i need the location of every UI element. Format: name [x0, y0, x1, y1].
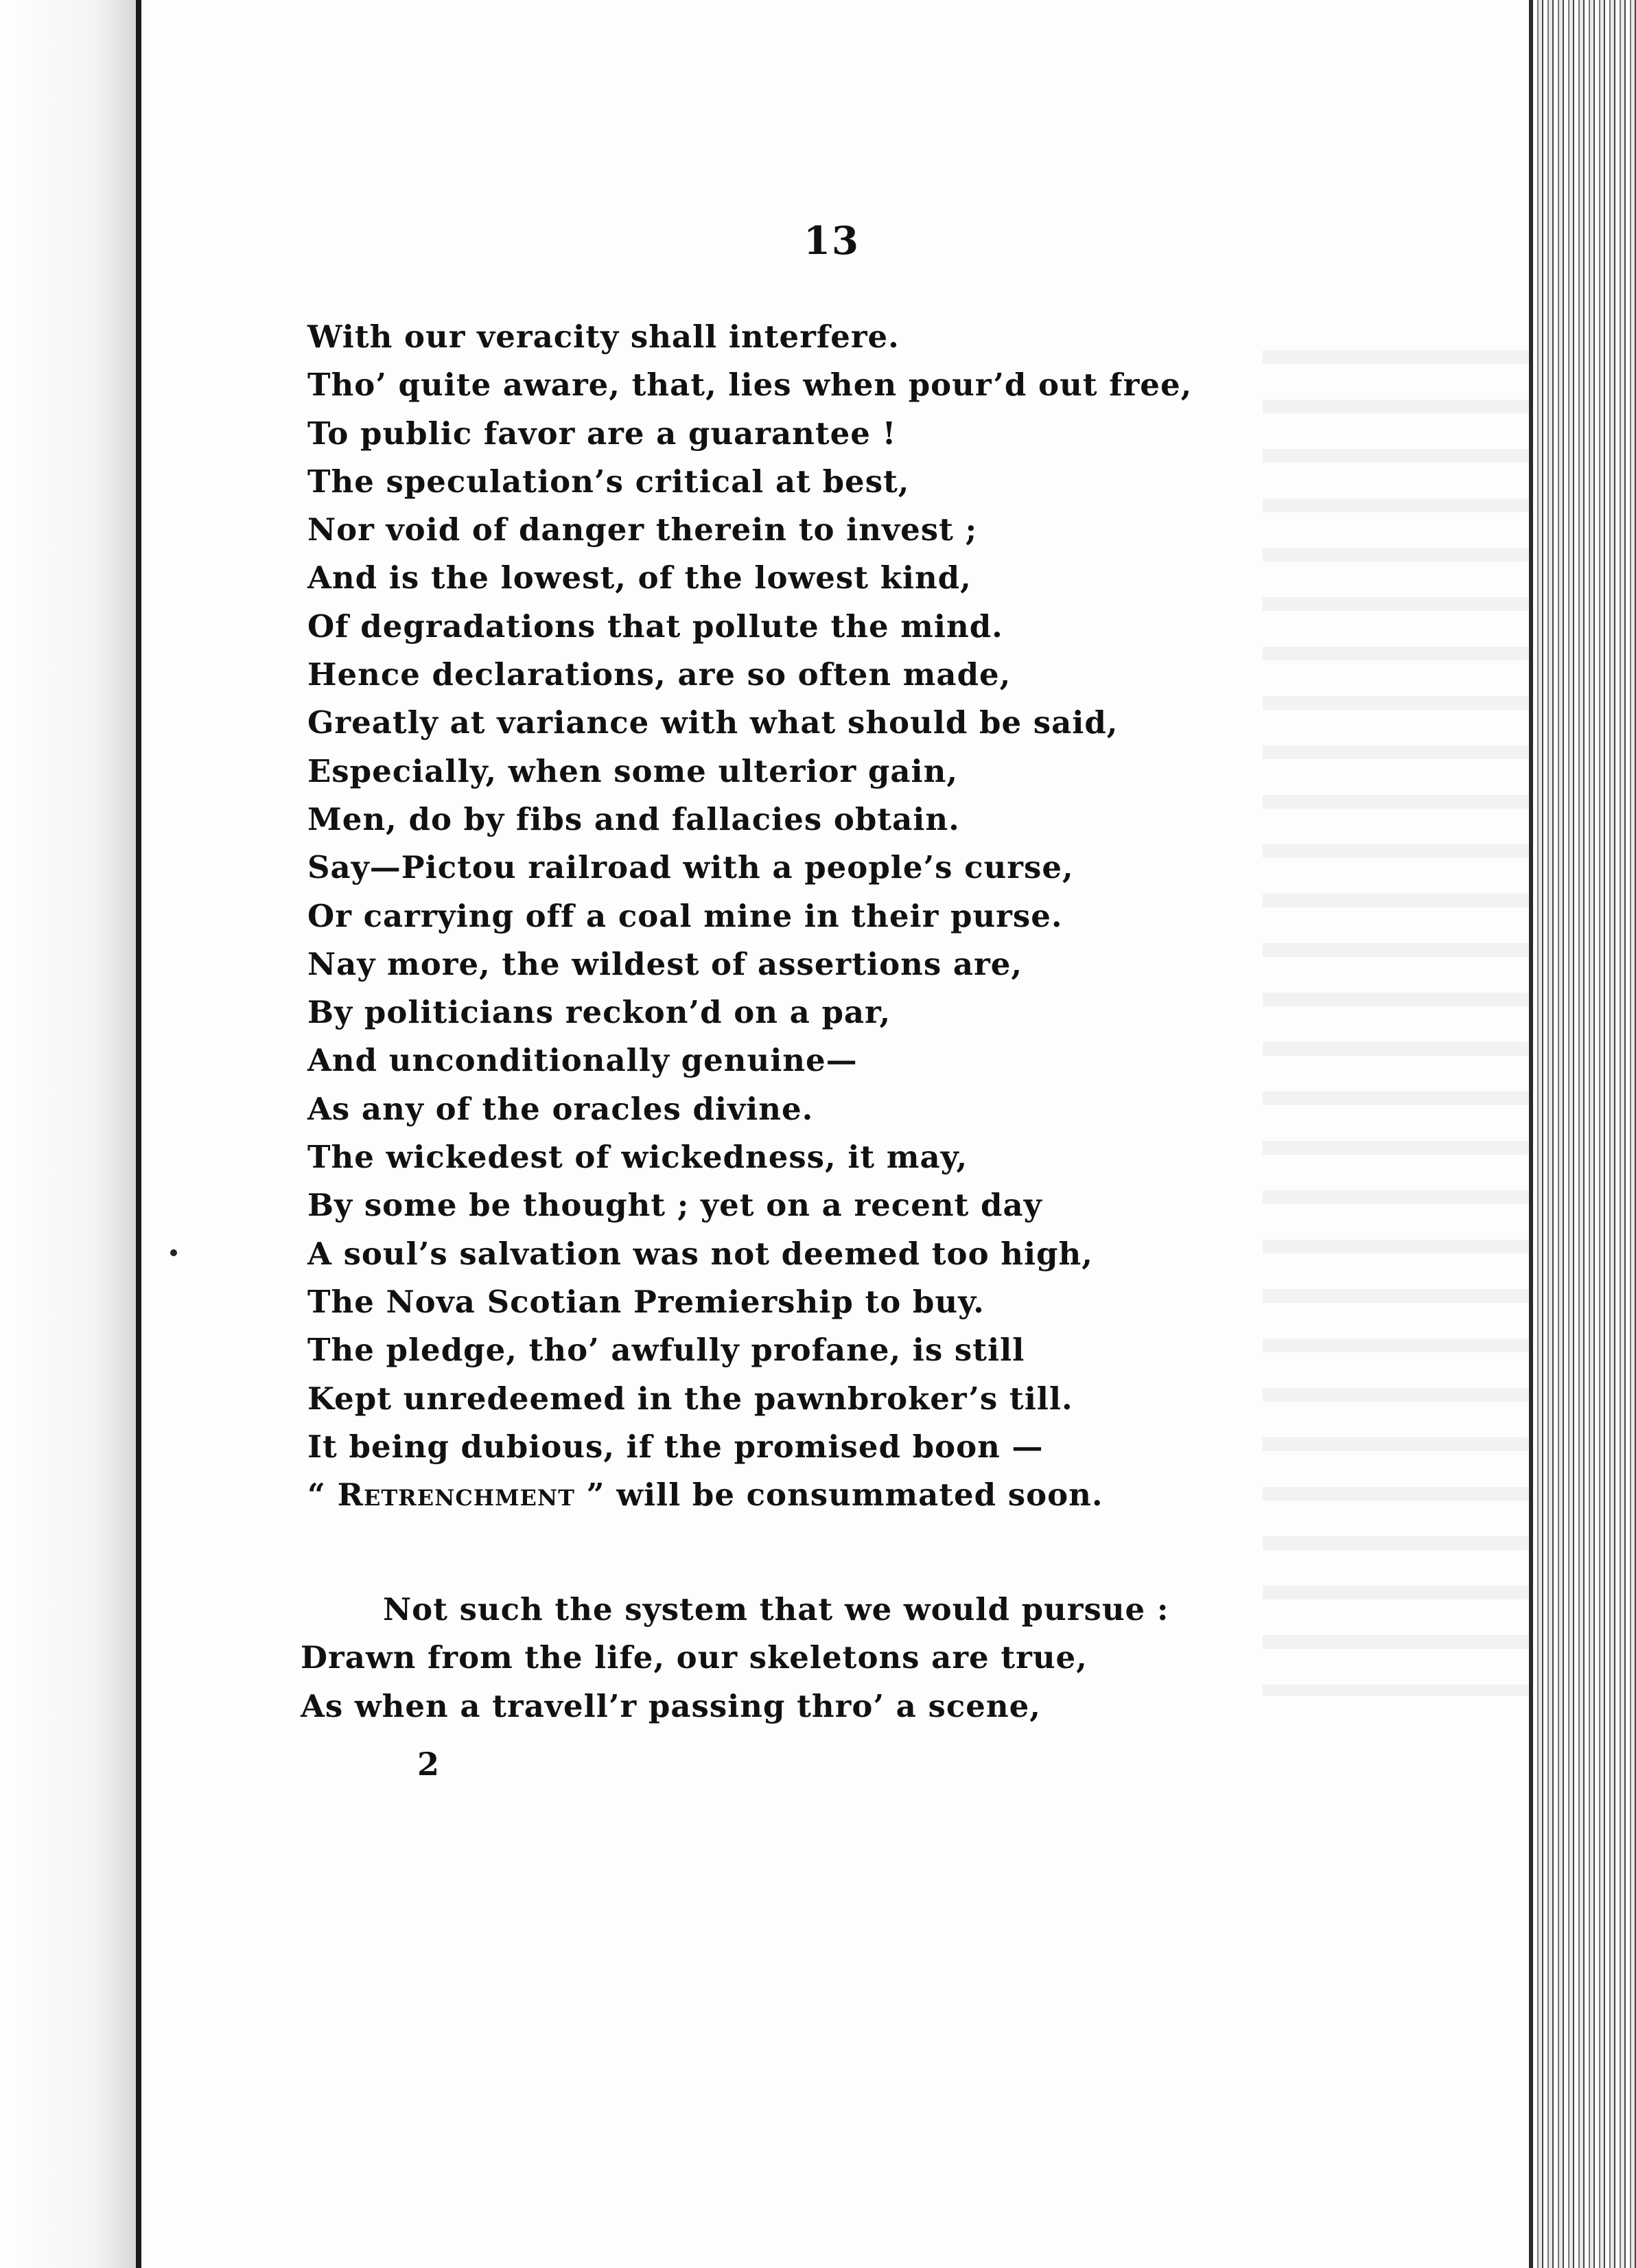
verse-stanza-2 — [301, 1586, 1261, 1731]
page-number: 13 — [804, 218, 860, 264]
verse-line: Nay more, the wildest of assertions are, — [307, 945, 1022, 982]
ink-speck — [170, 1249, 177, 1256]
retrenchment-word: Retrenchment — [337, 1477, 575, 1514]
verse-line: Nor void of danger therein to invest ; — [307, 511, 978, 548]
verse-line: As any of the oracles divine. — [307, 1090, 814, 1127]
binding-edge — [136, 0, 141, 2268]
verse-line: By some be thought ; yet on a recent day — [307, 1187, 1042, 1224]
verse-line: By politicians reckon’d on a par, — [307, 994, 891, 1031]
verse-line: Drawn from the life, our skeletons are true, — [301, 1639, 1088, 1676]
verse-line: Especially, when some ulterior gain, — [307, 752, 958, 789]
verse-line: A soul’s salvation was not deemed too high, — [307, 1235, 1093, 1272]
verse-line: Greatly at variance with what should be said, — [307, 704, 1119, 741]
verse-line: Hence declarations, are so often made, — [307, 656, 1012, 693]
line-rest: ” will be consummated soon. — [586, 1477, 1103, 1514]
binding-shadow — [0, 0, 136, 2268]
open-quote: “ — [307, 1477, 326, 1514]
verse-line: And unconditionally genuine— — [307, 1042, 858, 1079]
verse-line-retrenchment — [307, 1471, 1268, 1519]
verse-line: The speculation’s critical at best, — [307, 463, 910, 500]
verse-line: With our veracity shall interfere. — [307, 319, 900, 355]
verse-line: Tho’ quite aware, that, lies when pour’d out free, — [307, 367, 1193, 404]
verse-line: Men, do by fibs and fallacies obtain. — [307, 800, 960, 837]
verse-line: Or carrying off a coal mine in their purse. — [307, 897, 1063, 934]
verse-line: It being dubious, if the promised boon — — [307, 1428, 1044, 1465]
verse-line: Of degradations that pollute the mind. — [307, 608, 1003, 645]
verse-line: Say—Pictou railroad with a people’s curse, — [307, 849, 1074, 886]
verse-line: To public favor are a guarantee ! — [307, 415, 897, 452]
show-through-text — [1263, 323, 1537, 1696]
verse-stanza-1 — [307, 313, 1268, 1519]
verse-line: Not such the system that we would pursue : — [383, 1591, 1169, 1628]
verse-line: The Nova Scotian Premiership to buy. — [307, 1283, 985, 1320]
verse-line: And is the lowest, of the lowest kind, — [307, 559, 972, 597]
verse-line: As when a travell’r passing thro’ a scene, — [301, 1687, 1041, 1724]
page-stack-edges — [1533, 0, 1636, 2268]
verse-line: The pledge, tho’ awfully profane, is still — [307, 1332, 1025, 1369]
verse-line: Kept unredeemed in the pawnbroker’s till. — [307, 1380, 1073, 1417]
signature-mark: 2 — [417, 1746, 440, 1783]
verse-line: The wickedest of wickedness, it may, — [307, 1139, 968, 1176]
